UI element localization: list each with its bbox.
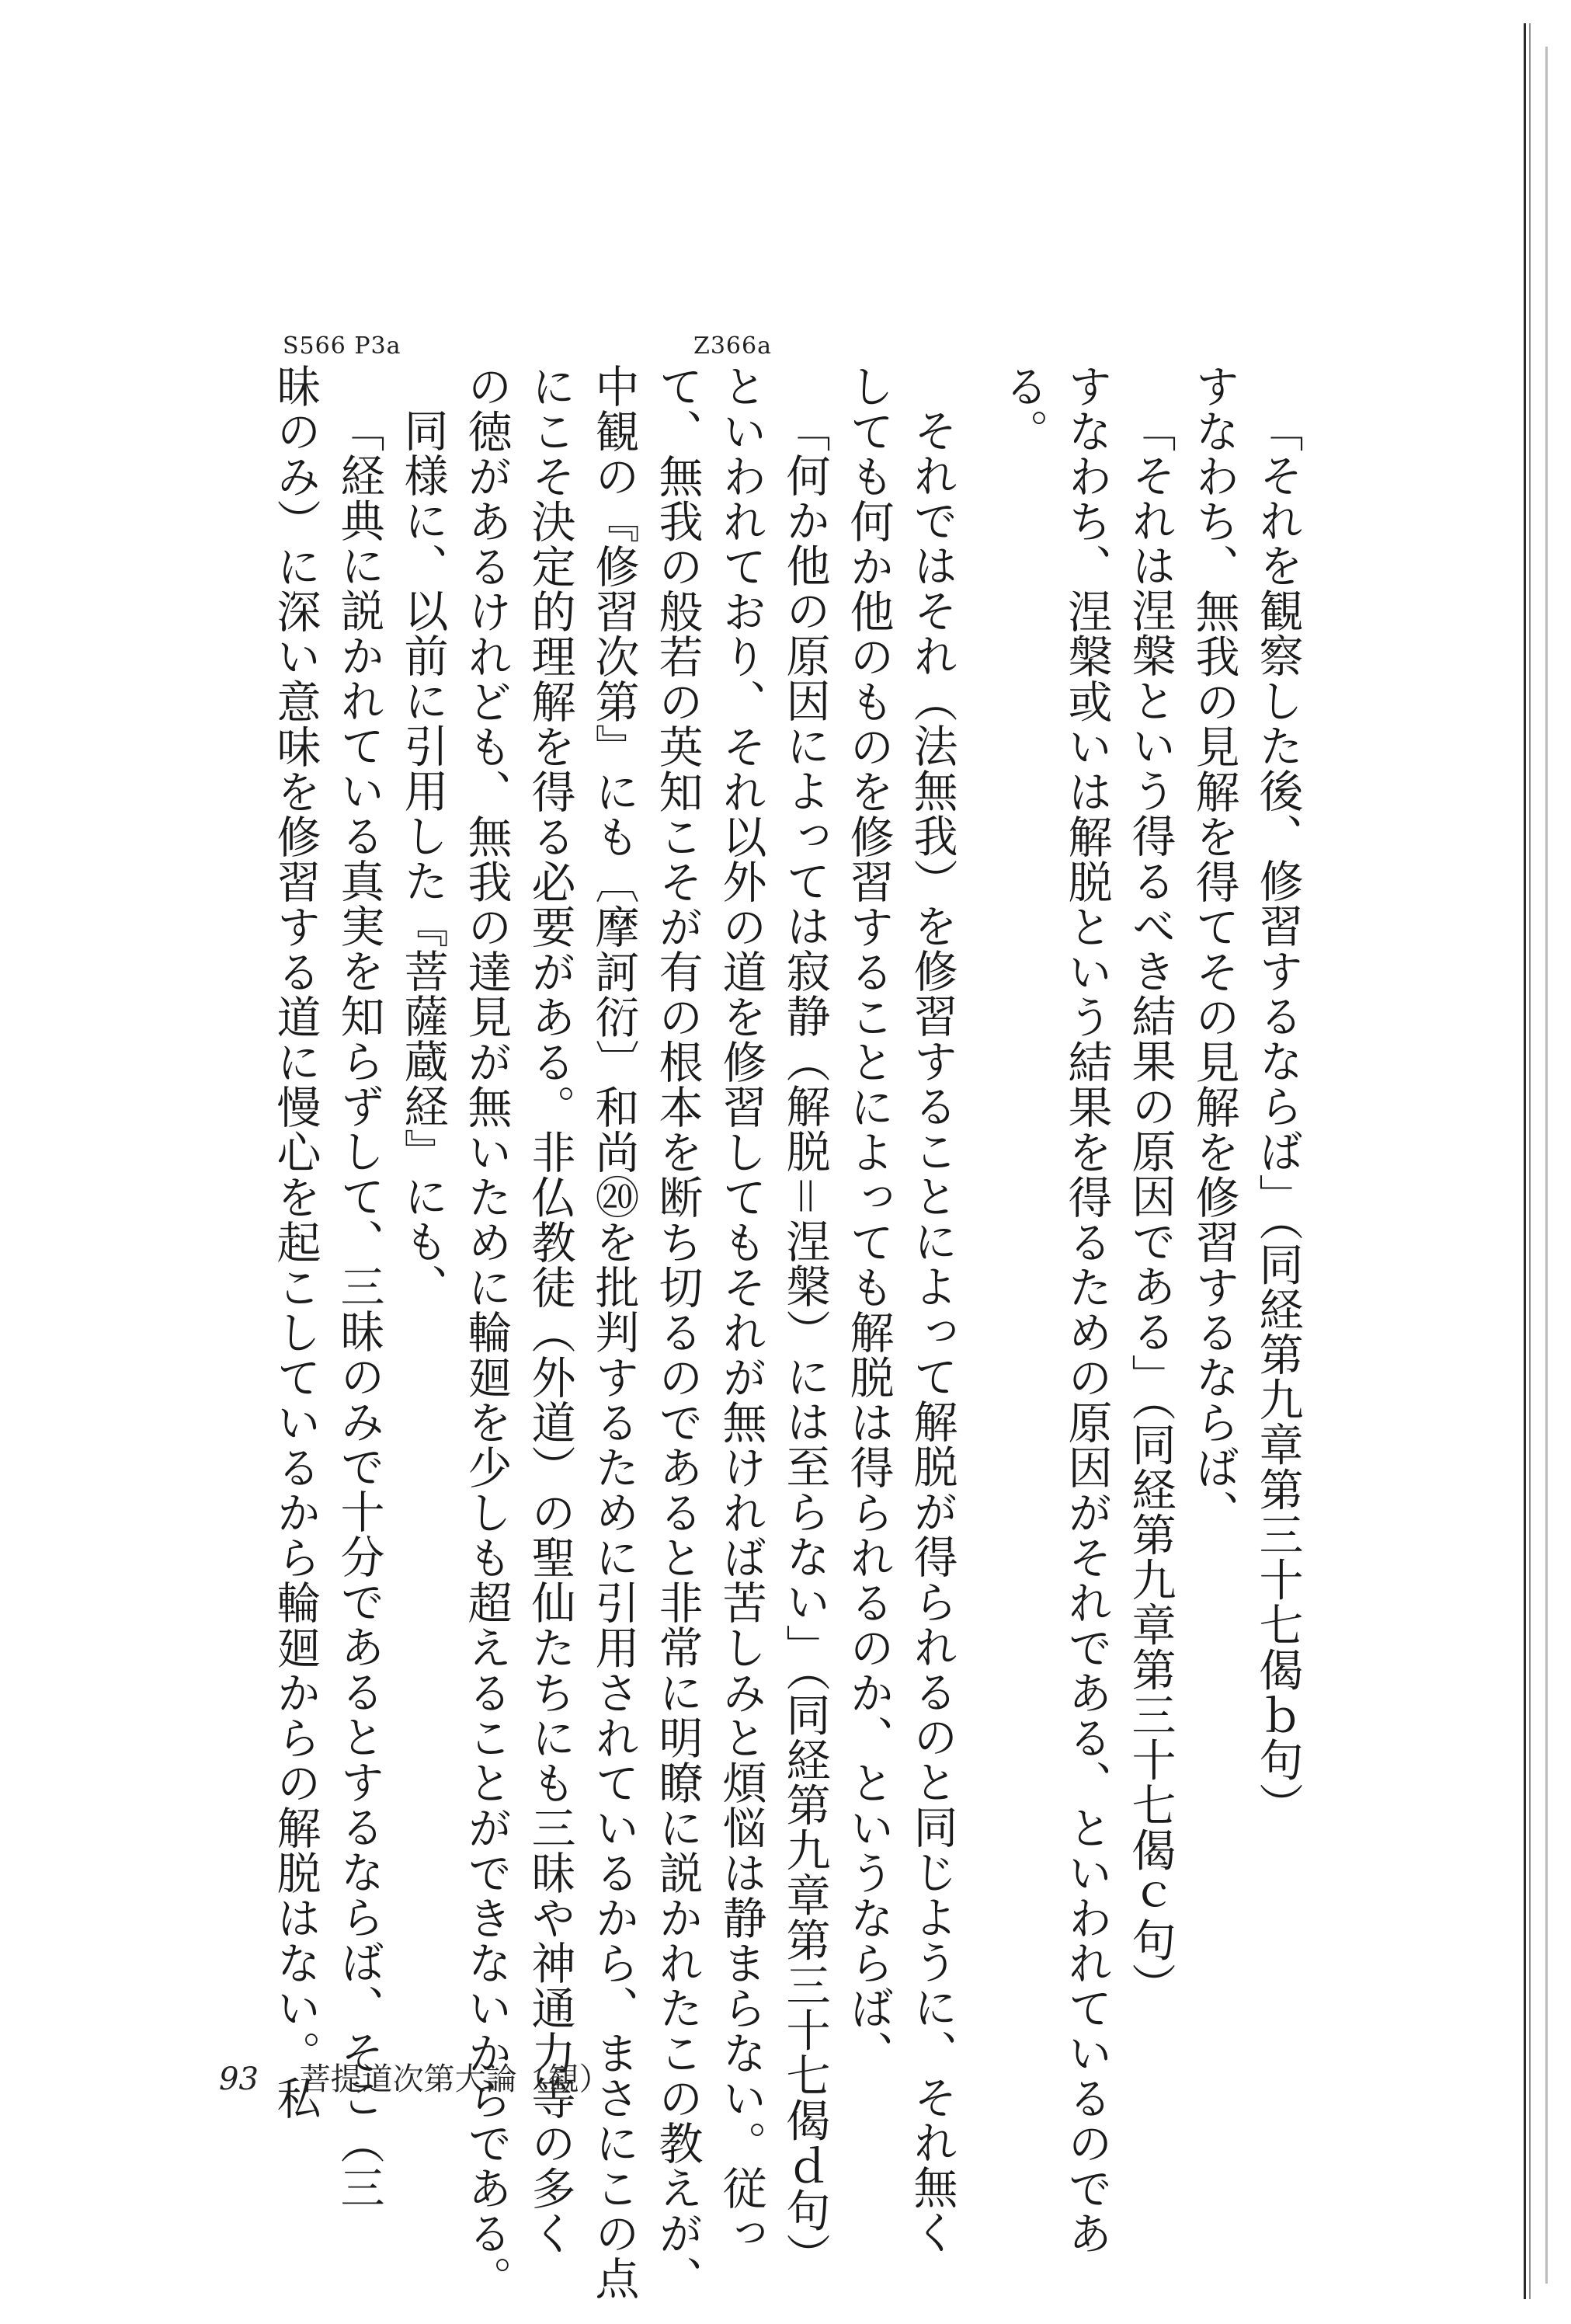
page-binding-edge — [1524, 23, 1535, 2299]
page-footer — [219, 2054, 610, 2099]
text-column-15: 「経典に説かれている真実を知らずして、三昧のみで十分であるとするならば、そこ（三 — [333, 408, 384, 2210]
text-column-6: それではそれ（法無我）を修習することによって解脱が得られるのと同じように、それ無く — [906, 408, 958, 2255]
text-column-16: 昧のみ）に深い意味を修習する道に慢心を起こしているから輪廻からの解脱はない。私 — [269, 364, 321, 2120]
text-column-12: にこそ決定的理解を得る必要がある。非仏教徒（外道）の聖仙たちにも三昧や神通力等の多く — [524, 364, 575, 2256]
page-binding-shadow — [1545, 47, 1548, 2284]
text-column-8: 「何か他の原因によっては寂静（解脱＝涅槃）には至らない」（同経第九章第三十七偈ｄ句） — [779, 408, 830, 2278]
text-column-14: 同様に、以前に引用した『菩薩蔵経』にも、 — [397, 408, 448, 1309]
text-column-10: て、無我の般若の英知こそが有の根本を断ち切るのであると非常に明瞭に説かれたこの教えが、 — [652, 364, 703, 2301]
text-column-13: の徳があるけれども、無我の達見が無いために輪廻を少しも超えることができないからである。 — [461, 364, 512, 2301]
page-number: 93 — [219, 2061, 259, 2097]
reference-code-left: S566 P3a — [283, 332, 401, 360]
text-column-7: しても何か他のものを修習することによっても解脱は得られるのか、というならば、 — [843, 364, 894, 2075]
text-column-3: 「それは涅槃という得るべき結果の原因である」（同経第九章第三十七偈ｃ句） — [1124, 408, 1176, 2008]
reference-code-middle: Z366a — [693, 332, 772, 360]
text-column-9: といわれており、それ以外の道を修習してもそれが無ければ苦しみと煩悩は静まらない。従っ — [715, 364, 766, 2256]
text-column-11: 中観の『修習次第』にも〔摩訶衍〕和尚⑳を批判するために引用されているから、まさにこの点 — [588, 364, 639, 2301]
book-title: 菩提道次第大論（観） — [299, 2061, 610, 2097]
text-column-5: る。 — [997, 364, 1048, 454]
text-column-4: すなわち、涅槃或いは解脱という結果を得るための原因がそれである、といわれているのであ — [1061, 364, 1112, 2256]
text-column-2: すなわち、無我の見解を得てその見解を修習するならば、 — [1188, 364, 1239, 1535]
text-column-1: 「それを観察した後、修習するならば」（同経第九章第三十七偈ｂ句） — [1252, 408, 1303, 1828]
